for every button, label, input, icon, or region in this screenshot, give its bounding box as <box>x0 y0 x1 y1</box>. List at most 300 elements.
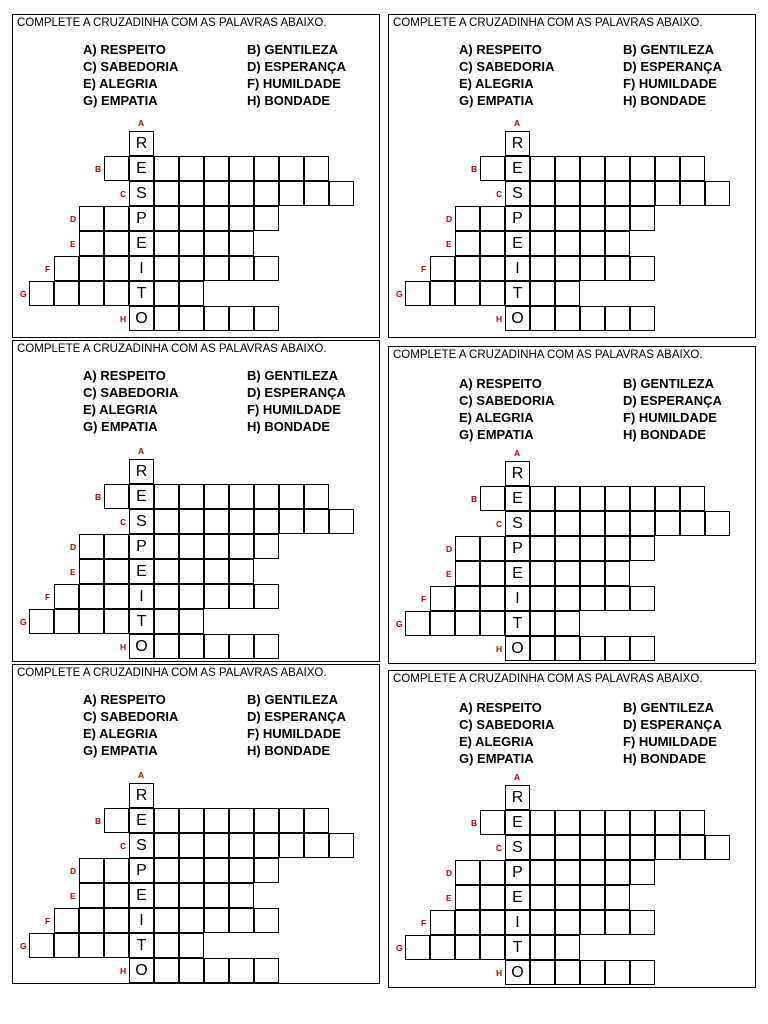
answer-cell[interactable] <box>555 536 580 561</box>
crossword-grid <box>13 341 379 661</box>
answer-cell[interactable] <box>580 835 605 860</box>
answer-cell[interactable] <box>530 935 555 960</box>
key-letter: T <box>512 615 523 632</box>
answer-cell[interactable] <box>605 636 630 661</box>
answer-cell[interactable] <box>480 536 505 561</box>
answer-cell[interactable] <box>530 281 555 306</box>
answer-cell[interactable] <box>555 156 580 181</box>
answer-cell[interactable] <box>204 584 229 609</box>
answer-cell[interactable] <box>580 810 605 835</box>
answer-cell[interactable] <box>154 559 179 584</box>
answer-cell[interactable] <box>630 835 655 860</box>
answer-cell[interactable] <box>254 181 279 206</box>
answer-cell[interactable] <box>480 860 505 885</box>
answer-cell[interactable] <box>329 833 354 858</box>
answer-cell[interactable] <box>204 484 229 509</box>
answer-cell[interactable] <box>480 561 505 586</box>
answer-cell[interactable] <box>229 584 254 609</box>
answer-cell[interactable] <box>204 181 229 206</box>
answer-cell[interactable] <box>455 885 480 910</box>
answer-cell[interactable] <box>630 306 655 331</box>
answer-cell[interactable] <box>555 810 580 835</box>
answer-cell[interactable] <box>154 534 179 559</box>
answer-cell[interactable] <box>555 306 580 331</box>
answer-cell[interactable] <box>204 156 229 181</box>
answer-cell[interactable] <box>555 636 580 661</box>
clue-label: D <box>446 214 453 224</box>
answer-cell[interactable] <box>405 611 430 636</box>
answer-cell[interactable] <box>605 536 630 561</box>
answer-cell[interactable] <box>104 484 129 509</box>
answer-cell[interactable] <box>104 206 129 231</box>
answer-cell[interactable] <box>630 910 655 935</box>
answer-cell[interactable] <box>204 306 229 331</box>
answer-cell[interactable] <box>655 835 680 860</box>
answer-cell[interactable] <box>480 231 505 256</box>
answer-cell[interactable] <box>430 910 455 935</box>
answer-cell[interactable] <box>79 231 104 256</box>
answer-cell[interactable] <box>655 486 680 511</box>
answer-cell[interactable] <box>229 883 254 908</box>
answer-cell[interactable] <box>455 860 480 885</box>
answer-cell[interactable] <box>530 206 555 231</box>
answer-cell[interactable] <box>79 559 104 584</box>
answer-cell[interactable] <box>455 586 480 611</box>
answer-cell[interactable] <box>580 586 605 611</box>
answer-cell[interactable] <box>605 960 630 985</box>
answer-cell[interactable] <box>229 306 254 331</box>
answer-cell[interactable] <box>555 231 580 256</box>
answer-cell[interactable] <box>104 156 129 181</box>
answer-cell[interactable] <box>229 559 254 584</box>
answer-cell[interactable] <box>555 586 580 611</box>
answer-cell[interactable] <box>154 584 179 609</box>
answer-cell[interactable] <box>279 833 304 858</box>
answer-cell[interactable] <box>455 231 480 256</box>
answer-cell[interactable] <box>179 833 204 858</box>
key-letter: R <box>511 789 524 806</box>
answer-cell[interactable] <box>655 511 680 536</box>
answer-cell[interactable] <box>54 584 79 609</box>
answer-cell[interactable] <box>605 231 630 256</box>
answer-cell[interactable] <box>655 156 680 181</box>
answer-cell[interactable] <box>455 611 480 636</box>
answer-cell[interactable] <box>29 933 54 958</box>
answer-cell[interactable] <box>480 486 505 511</box>
answer-cell[interactable] <box>530 860 555 885</box>
answer-cell[interactable] <box>154 609 179 634</box>
answer-cell[interactable] <box>605 256 630 281</box>
answer-cell[interactable] <box>229 509 254 534</box>
answer-cell[interactable] <box>630 860 655 885</box>
answer-cell[interactable] <box>154 883 179 908</box>
answer-cell[interactable] <box>204 833 229 858</box>
answer-cell[interactable] <box>79 858 104 883</box>
answer-cell[interactable] <box>680 181 705 206</box>
answer-cell[interactable] <box>530 835 555 860</box>
answer-cell[interactable] <box>480 810 505 835</box>
answer-cell[interactable] <box>104 584 129 609</box>
answer-cell[interactable] <box>580 206 605 231</box>
answer-cell[interactable] <box>204 883 229 908</box>
answer-cell[interactable] <box>605 511 630 536</box>
answer-cell[interactable] <box>530 586 555 611</box>
answer-cell[interactable] <box>530 181 555 206</box>
answer-cell[interactable] <box>204 634 229 659</box>
answer-cell[interactable] <box>455 281 480 306</box>
answer-cell[interactable] <box>630 636 655 661</box>
answer-cell[interactable] <box>530 231 555 256</box>
answer-cell[interactable] <box>555 561 580 586</box>
answer-cell[interactable] <box>54 281 79 306</box>
answer-cell[interactable] <box>655 181 680 206</box>
answer-cell[interactable] <box>254 584 279 609</box>
answer-cell[interactable] <box>630 256 655 281</box>
answer-cell[interactable] <box>630 586 655 611</box>
answer-cell[interactable] <box>29 609 54 634</box>
answer-cell[interactable] <box>104 231 129 256</box>
answer-cell[interactable] <box>455 256 480 281</box>
answer-cell[interactable] <box>154 808 179 833</box>
answer-cell[interactable] <box>580 181 605 206</box>
answer-cell[interactable] <box>480 885 505 910</box>
answer-cell[interactable] <box>580 885 605 910</box>
answer-cell[interactable] <box>680 810 705 835</box>
word-clue: A) RESPEITO <box>83 42 166 57</box>
answer-cell[interactable] <box>279 484 304 509</box>
answer-cell[interactable] <box>480 935 505 960</box>
answer-cell[interactable] <box>530 511 555 536</box>
answer-cell[interactable] <box>29 281 54 306</box>
answer-cell[interactable] <box>179 808 204 833</box>
clue-label: C <box>496 189 503 199</box>
answer-cell[interactable] <box>254 256 279 281</box>
answer-cell[interactable] <box>605 561 630 586</box>
answer-cell[interactable] <box>229 256 254 281</box>
answer-cell[interactable] <box>329 509 354 534</box>
answer-cell[interactable] <box>605 860 630 885</box>
answer-cell[interactable] <box>555 835 580 860</box>
answer-cell[interactable] <box>605 835 630 860</box>
answer-cell[interactable] <box>455 935 480 960</box>
answer-cell[interactable] <box>530 306 555 331</box>
answer-cell[interactable] <box>154 484 179 509</box>
answer-cell[interactable] <box>530 885 555 910</box>
answer-cell[interactable] <box>204 559 229 584</box>
answer-cell[interactable] <box>104 281 129 306</box>
answer-cell[interactable] <box>530 636 555 661</box>
answer-cell[interactable] <box>204 509 229 534</box>
answer-cell[interactable] <box>580 636 605 661</box>
answer-cell[interactable] <box>229 833 254 858</box>
answer-cell[interactable] <box>304 808 329 833</box>
answer-cell[interactable] <box>154 206 179 231</box>
answer-cell[interactable] <box>229 808 254 833</box>
answer-cell[interactable] <box>179 281 204 306</box>
answer-cell[interactable] <box>254 634 279 659</box>
answer-cell[interactable] <box>79 908 104 933</box>
answer-cell[interactable] <box>430 256 455 281</box>
answer-cell[interactable] <box>605 885 630 910</box>
answer-cell[interactable] <box>530 561 555 586</box>
answer-cell[interactable] <box>229 908 254 933</box>
answer-cell[interactable] <box>179 559 204 584</box>
answer-cell[interactable] <box>229 534 254 559</box>
answer-cell[interactable] <box>530 611 555 636</box>
answer-cell[interactable] <box>705 511 730 536</box>
answer-cell[interactable] <box>179 908 204 933</box>
answer-cell[interactable] <box>179 534 204 559</box>
answer-cell[interactable] <box>179 609 204 634</box>
answer-cell[interactable] <box>430 281 455 306</box>
answer-cell[interactable] <box>179 634 204 659</box>
answer-cell[interactable] <box>304 181 329 206</box>
answer-cell[interactable] <box>229 156 254 181</box>
answer-cell[interactable] <box>580 231 605 256</box>
answer-cell[interactable] <box>455 561 480 586</box>
answer-cell[interactable] <box>204 908 229 933</box>
answer-cell[interactable] <box>179 883 204 908</box>
answer-cell[interactable] <box>229 231 254 256</box>
answer-cell[interactable] <box>254 206 279 231</box>
answer-cell[interactable] <box>104 858 129 883</box>
key-letter: I <box>515 590 520 607</box>
answer-cell[interactable] <box>630 810 655 835</box>
answer-cell[interactable] <box>154 933 179 958</box>
answer-cell[interactable] <box>104 933 129 958</box>
answer-cell[interactable] <box>54 256 79 281</box>
answer-cell[interactable] <box>204 808 229 833</box>
answer-cell[interactable] <box>229 206 254 231</box>
answer-cell[interactable] <box>530 536 555 561</box>
answer-cell[interactable] <box>254 858 279 883</box>
answer-cell[interactable] <box>605 181 630 206</box>
answer-cell[interactable] <box>455 536 480 561</box>
answer-cell[interactable] <box>154 634 179 659</box>
answer-cell[interactable] <box>229 858 254 883</box>
answer-cell[interactable] <box>480 281 505 306</box>
answer-cell[interactable] <box>405 935 430 960</box>
answer-cell[interactable] <box>229 484 254 509</box>
answer-cell[interactable] <box>79 609 104 634</box>
instruction-text: COMPLETE A CRUZADINHA COM AS PALAVRAS ABAIXO. <box>17 667 327 679</box>
answer-cell[interactable] <box>104 534 129 559</box>
answer-cell[interactable] <box>455 206 480 231</box>
answer-cell[interactable] <box>555 935 580 960</box>
answer-cell[interactable] <box>580 910 605 935</box>
answer-cell[interactable] <box>530 960 555 985</box>
answer-cell[interactable] <box>555 885 580 910</box>
crossword-card <box>12 14 380 338</box>
answer-cell[interactable] <box>580 486 605 511</box>
answer-cell[interactable] <box>254 509 279 534</box>
answer-cell[interactable] <box>279 156 304 181</box>
answer-cell[interactable] <box>480 586 505 611</box>
answer-cell[interactable] <box>430 935 455 960</box>
answer-cell[interactable] <box>530 156 555 181</box>
answer-cell[interactable] <box>79 933 104 958</box>
answer-cell[interactable] <box>630 960 655 985</box>
answer-cell[interactable] <box>555 181 580 206</box>
answer-cell[interactable] <box>705 181 730 206</box>
answer-cell[interactable] <box>304 484 329 509</box>
answer-cell[interactable] <box>279 808 304 833</box>
answer-cell[interactable] <box>680 511 705 536</box>
answer-cell[interactable] <box>154 833 179 858</box>
answer-cell[interactable] <box>104 808 129 833</box>
answer-cell[interactable] <box>179 256 204 281</box>
answer-cell[interactable] <box>580 860 605 885</box>
answer-cell[interactable] <box>530 910 555 935</box>
answer-cell[interactable] <box>630 536 655 561</box>
answer-cell[interactable] <box>254 306 279 331</box>
answer-cell[interactable] <box>480 611 505 636</box>
answer-cell[interactable] <box>79 256 104 281</box>
word-clue: B) GENTILEZA <box>623 700 714 715</box>
answer-cell[interactable] <box>154 858 179 883</box>
answer-cell[interactable] <box>705 835 730 860</box>
key-letter: I <box>139 260 144 277</box>
answer-cell[interactable] <box>555 256 580 281</box>
answer-cell[interactable] <box>555 206 580 231</box>
answer-cell[interactable] <box>154 306 179 331</box>
crossword-grid <box>13 665 379 983</box>
answer-cell[interactable] <box>154 256 179 281</box>
answer-cell[interactable] <box>580 306 605 331</box>
answer-cell[interactable] <box>229 634 254 659</box>
answer-cell[interactable] <box>455 910 480 935</box>
answer-cell[interactable] <box>104 559 129 584</box>
answer-cell[interactable] <box>580 156 605 181</box>
answer-cell[interactable] <box>229 181 254 206</box>
answer-cell[interactable] <box>630 486 655 511</box>
answer-cell[interactable] <box>580 511 605 536</box>
answer-cell[interactable] <box>605 910 630 935</box>
answer-cell[interactable] <box>179 584 204 609</box>
answer-cell[interactable] <box>680 156 705 181</box>
answer-cell[interactable] <box>179 958 204 983</box>
answer-cell[interactable] <box>104 883 129 908</box>
answer-cell[interactable] <box>179 156 204 181</box>
answer-cell[interactable] <box>279 509 304 534</box>
answer-cell[interactable] <box>54 908 79 933</box>
answer-cell[interactable] <box>204 858 229 883</box>
answer-cell[interactable] <box>304 509 329 534</box>
answer-cell[interactable] <box>204 206 229 231</box>
answer-cell[interactable] <box>555 860 580 885</box>
answer-cell[interactable] <box>254 833 279 858</box>
answer-cell[interactable] <box>254 958 279 983</box>
answer-cell[interactable] <box>605 156 630 181</box>
answer-cell[interactable] <box>254 534 279 559</box>
answer-cell[interactable] <box>680 835 705 860</box>
answer-cell[interactable] <box>480 206 505 231</box>
answer-cell[interactable] <box>179 206 204 231</box>
answer-cell[interactable] <box>555 910 580 935</box>
answer-cell[interactable] <box>580 960 605 985</box>
answer-cell[interactable] <box>179 181 204 206</box>
answer-cell[interactable] <box>104 256 129 281</box>
answer-cell[interactable] <box>630 181 655 206</box>
answer-cell[interactable] <box>179 858 204 883</box>
answer-cell[interactable] <box>204 958 229 983</box>
answer-cell[interactable] <box>530 486 555 511</box>
answer-cell[interactable] <box>605 586 630 611</box>
answer-cell[interactable] <box>480 156 505 181</box>
answer-cell[interactable] <box>179 484 204 509</box>
answer-cell[interactable] <box>680 486 705 511</box>
answer-cell[interactable] <box>430 586 455 611</box>
answer-cell[interactable] <box>154 958 179 983</box>
answer-cell[interactable] <box>430 611 455 636</box>
answer-cell[interactable] <box>530 810 555 835</box>
answer-cell[interactable] <box>405 281 430 306</box>
answer-cell[interactable] <box>655 810 680 835</box>
answer-cell[interactable] <box>605 810 630 835</box>
answer-cell[interactable] <box>154 181 179 206</box>
answer-cell[interactable] <box>630 206 655 231</box>
answer-cell[interactable] <box>79 206 104 231</box>
answer-cell[interactable] <box>555 960 580 985</box>
answer-cell[interactable] <box>254 808 279 833</box>
answer-cell[interactable] <box>530 256 555 281</box>
answer-cell[interactable] <box>54 609 79 634</box>
answer-cell[interactable] <box>154 908 179 933</box>
answer-cell[interactable] <box>154 156 179 181</box>
answer-cell[interactable] <box>630 156 655 181</box>
answer-cell[interactable] <box>630 511 655 536</box>
answer-cell[interactable] <box>179 933 204 958</box>
answer-cell[interactable] <box>580 536 605 561</box>
answer-cell[interactable] <box>555 611 580 636</box>
answer-cell[interactable] <box>104 908 129 933</box>
answer-cell[interactable] <box>204 231 229 256</box>
answer-cell[interactable] <box>605 306 630 331</box>
answer-cell[interactable] <box>254 156 279 181</box>
answer-cell[interactable] <box>605 206 630 231</box>
answer-cell[interactable] <box>179 509 204 534</box>
answer-cell[interactable] <box>279 181 304 206</box>
answer-cell[interactable] <box>79 584 104 609</box>
answer-cell[interactable] <box>154 509 179 534</box>
answer-cell[interactable] <box>605 486 630 511</box>
answer-cell[interactable] <box>154 281 179 306</box>
answer-cell[interactable] <box>179 306 204 331</box>
answer-cell[interactable] <box>229 958 254 983</box>
answer-cell[interactable] <box>555 486 580 511</box>
answer-cell[interactable] <box>555 511 580 536</box>
answer-cell[interactable] <box>304 833 329 858</box>
answer-cell[interactable] <box>304 156 329 181</box>
answer-cell[interactable] <box>329 181 354 206</box>
answer-cell[interactable] <box>104 609 129 634</box>
answer-cell[interactable] <box>79 883 104 908</box>
answer-cell[interactable] <box>480 256 505 281</box>
answer-cell[interactable] <box>480 910 505 935</box>
answer-cell[interactable] <box>204 256 229 281</box>
answer-cell[interactable] <box>79 281 104 306</box>
answer-cell[interactable] <box>580 256 605 281</box>
answer-cell[interactable] <box>555 281 580 306</box>
answer-cell[interactable] <box>54 933 79 958</box>
answer-cell[interactable] <box>179 231 204 256</box>
answer-cell[interactable] <box>254 908 279 933</box>
answer-cell[interactable] <box>580 561 605 586</box>
answer-cell[interactable] <box>79 534 104 559</box>
answer-cell[interactable] <box>254 484 279 509</box>
answer-cell[interactable] <box>154 231 179 256</box>
answer-cell[interactable] <box>204 534 229 559</box>
